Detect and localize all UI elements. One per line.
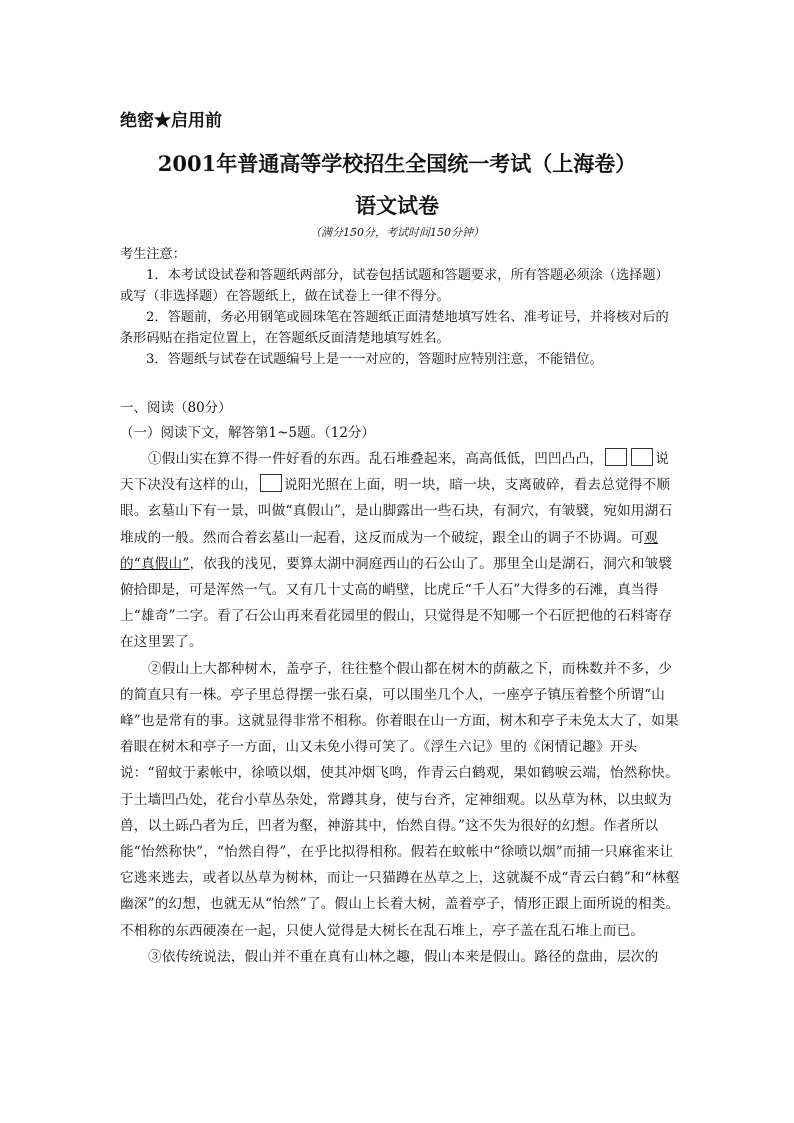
notice-item: 2．答题前，务必用钢笔或圆珠笔在答题纸正面清楚地填写姓名、准考证号，并将核对后的条形码贴在指定位置上，在答题纸反面清楚地填写姓名。 bbox=[120, 310, 669, 346]
passage-paragraph-3: ③依传统说法，假山并不重在真有山林之趣，假山本来是假山。路径的盘曲，层次的 bbox=[148, 948, 659, 965]
passage-paragraph-1 bbox=[120, 446, 680, 656]
notice-heading: 考生注意： bbox=[120, 247, 186, 262]
notice-item: 3．答题纸与试卷在试题编号上是一一对应的，答题时应特别注意，不能错位。 bbox=[146, 352, 603, 367]
reading-passage bbox=[120, 446, 680, 970]
exam-subtitle: （满分150分，考试时间150分钟） bbox=[310, 226, 484, 239]
answer-blank-box[interactable] bbox=[631, 448, 653, 466]
paper-title: 语文试卷 bbox=[355, 193, 439, 218]
passage-paragraph-2: ②假山上大都种树木，盖亭子，往往整个假山都在树木的荫蔽之下，而株数并不多，少的简直只有一株。亭子里总得摆一张石桌，可以围坐几个人，一座亭子镇压着整个所谓“山峰”也是常有的事。这就显得非常不相称。你着眼在山一方面，树木和亭子未免太大了，如果着眼在树木和亭子一方面，山又未免小得可笑了。《浮生六记》里的《闲情记趣》开头说：“留蚊于素帐中，徐喷以烟，使其冲烟飞鸣，作青云白鹤观，果如鹤唳云端，怡然称快。于土墙凹凸处，花台小草丛杂处，常蹲其身，使与台齐，定神细观。以丛草为林，以虫蚁为兽，以土砾凸者为丘，凹者为壑，神游其中，怡然自得。”这不失为很好的幻想。作者所以能“怡然称快”，“怡然自得”，在乎比拟得相称。假若在蚊帐中“徐喷以烟”而捕一只麻雀来让它逃来逃去，或者以丛草为树林，而让一只猫蹲在丛草之上，这就凝不成“青云白鹤”和“林壑幽深”的幻想，也就无从“怡然”了。假山上长着大树，盖着亭子，情形正跟上面所说的相类。不相称的东西硬凑在一起，只使人觉得是大树长在乱石堆上，亭子盖在乱石堆上而已。 bbox=[120, 660, 680, 939]
answer-blank-box[interactable] bbox=[260, 474, 282, 492]
passage-text: 说阳光照在上面，明一块，暗一块，支离破碎，看去总觉得不顺眼。玄墓山下有一景，叫做“真假山”，是山脚露出一些石块，有洞穴，有皱襞，宛如用湖石堆成的一般。然而合着玄墓山一起看，这反而成为一个破绽，跟全山的调子不协调。可 bbox=[120, 477, 673, 546]
exam-title: 2001年普通高等学校招生全国统一考试（上海卷） bbox=[157, 151, 637, 176]
answer-blank-box[interactable] bbox=[605, 448, 627, 466]
notice-item: 1．本考试设试卷和答题纸两部分，试卷包括试题和答题要求，所有答题必须涂（选择题）或写（非选择题）在答题纸上，做在试卷上一律不得分。 bbox=[120, 268, 669, 304]
candidate-notice bbox=[120, 244, 680, 370]
underlined-phrase: 观的“真假山” bbox=[120, 529, 658, 572]
confidential-label: 绝密★启用前 bbox=[120, 111, 222, 131]
passage-text: ①假山实在算不得一件好看的东西。乱石堆叠起来，高高低低，凹凹凸凸， bbox=[148, 451, 604, 467]
section-heading: 一、阅读（80分） bbox=[120, 400, 232, 416]
passage-text: ，依我的浅见，要算太湖中洞庭西山的石公山了。那里全山是湖石，洞穴和皱襞俯拾即是，可是浑然一气。又有几十丈高的峭壁，比虎丘“千人石”大得多的石滩，真当得上“雄奇”二字。看了石公山再来看花园里的假山，只觉得是不知哪一个石匠把他的石料寄存在这里罢了。 bbox=[120, 555, 673, 651]
subsection-heading: （一）阅读下文，解答第1~5题。（12分） bbox=[120, 425, 375, 441]
passage-text: 说天下决没有这样的山， bbox=[120, 451, 669, 494]
